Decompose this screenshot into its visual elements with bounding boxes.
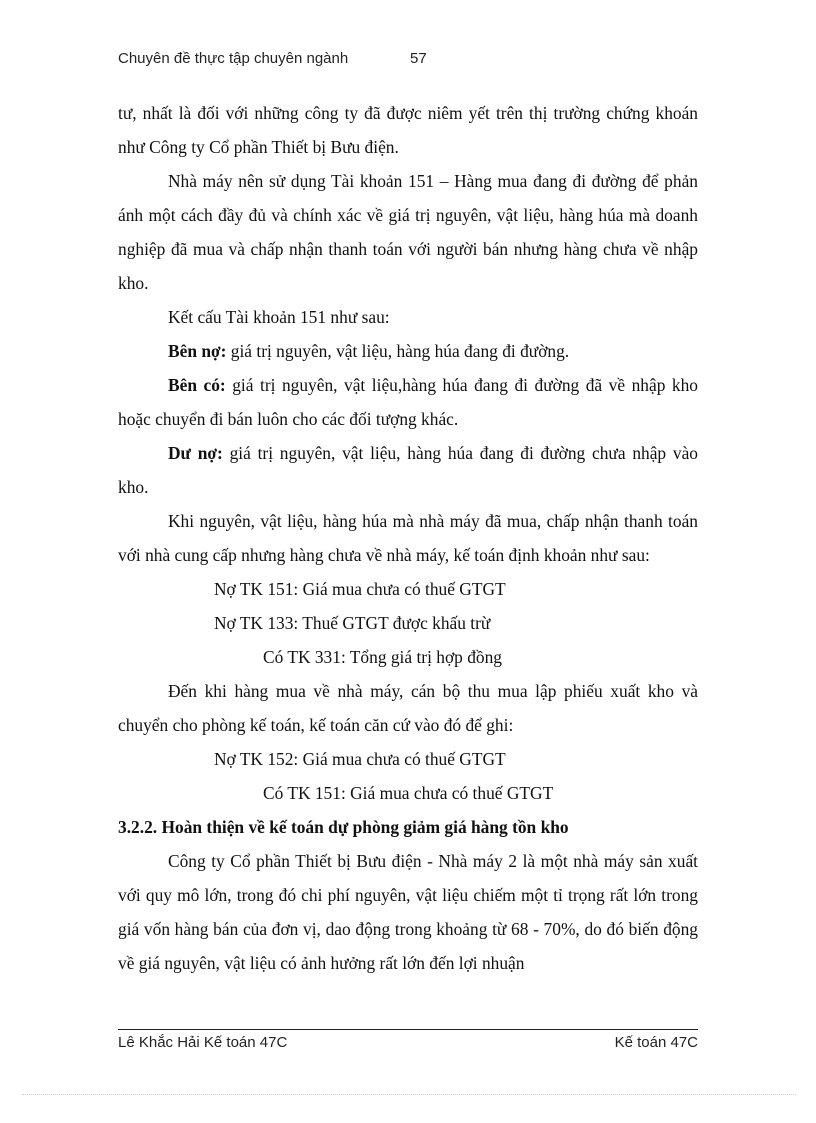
journal-entry: Nợ TK 151: Giá mua chưa có thuế GTGT — [214, 579, 506, 599]
page-footer — [118, 1034, 698, 1056]
section-heading: 3.2.2. Hoàn thiện về kế toán dự phòng giảm giá hàng tồn kho — [118, 817, 569, 837]
journal-entry: Nợ TK 152: Giá mua chưa có thuế GTGT — [214, 749, 506, 769]
debit-side-definition — [118, 334, 698, 368]
page-number: 57 — [410, 50, 427, 67]
page-bottom-divider — [22, 1094, 796, 1095]
debit-side-text: giá trị nguyên, vật liệu, hàng húa đang đi đường. — [226, 341, 570, 361]
document-body — [118, 96, 698, 980]
credit-side-label: Bên có: — [168, 375, 226, 395]
journal-entry: Có TK 331: Tổng giá trị hợp đồng — [263, 647, 502, 667]
paragraph: Kết cấu Tài khoản 151 như sau: — [168, 307, 390, 327]
debit-balance-label: Dư nợ: — [168, 443, 223, 463]
footer-course: Kế toán 47C — [614, 1034, 698, 1051]
header-title: Chuyên đề thực tập chuyên ngành — [118, 50, 349, 67]
journal-entry: Có TK 151: Giá mua chưa có thuế GTGT — [263, 783, 554, 803]
journal-entry: Nợ TK 133: Thuế GTGT được khấu trừ — [214, 613, 491, 633]
paragraph: Đến khi hàng mua về nhà máy, cán bộ thu mua lập phiếu xuất kho và chuyển cho phòng kế toán, kế toán căn cứ vào đó để ghi: — [118, 681, 698, 735]
paragraph: Nhà máy nên sử dụng Tài khoản 151 – Hàng mua đang đi đường để phản ánh một cách đầy đủ và chính xác về giá trị nguyên, vật liệu, hàng húa mà doanh nghiệp đã mua và chấp nhận thanh toán với người bán nhưng hàng chưa về nhập kho. — [118, 171, 698, 293]
paragraph: tư, nhất là đối với những công ty đã được niêm yết trên thị trường chứng khoán như Công ty Cổ phần Thiết bị Bưu điện. — [118, 103, 698, 157]
footer-author: Lê Khắc Hải Kế toán 47C — [118, 1034, 288, 1051]
debit-side-label: Bên nợ: — [168, 341, 227, 361]
credit-side-text: giá trị nguyên, vật liệu,hàng húa đang đi đường đã về nhập kho hoặc chuyển đi bán luôn cho các đối tượng khác. — [118, 375, 699, 429]
paragraph: Khi nguyên, vật liệu, hàng húa mà nhà máy đã mua, chấp nhận thanh toán với nhà cung cấp nhưng hàng chưa về nhà máy, kế toán định khoản như sau: — [118, 511, 698, 565]
debit-balance-definition — [118, 436, 698, 504]
footer-divider — [118, 1029, 698, 1030]
credit-side-definition — [118, 368, 698, 436]
debit-balance-text: giá trị nguyên, vật liệu, hàng húa đang đi đường chưa nhập vào kho. — [118, 443, 698, 497]
page-header — [118, 50, 698, 74]
paragraph: Công ty Cổ phần Thiết bị Bưu điện - Nhà máy 2 là một nhà máy sản xuất với quy mô lớn, trong đó chi phí nguyên, vật liệu chiếm một tỉ trọng rất lớn trong giá vốn hàng bán của đơn vị, dao động trong khoảng từ 68 - 70%, do đó biến động về giá nguyên, vật liệu có ảnh hưởng rất lớn đến lợi nhuận — [118, 851, 698, 973]
